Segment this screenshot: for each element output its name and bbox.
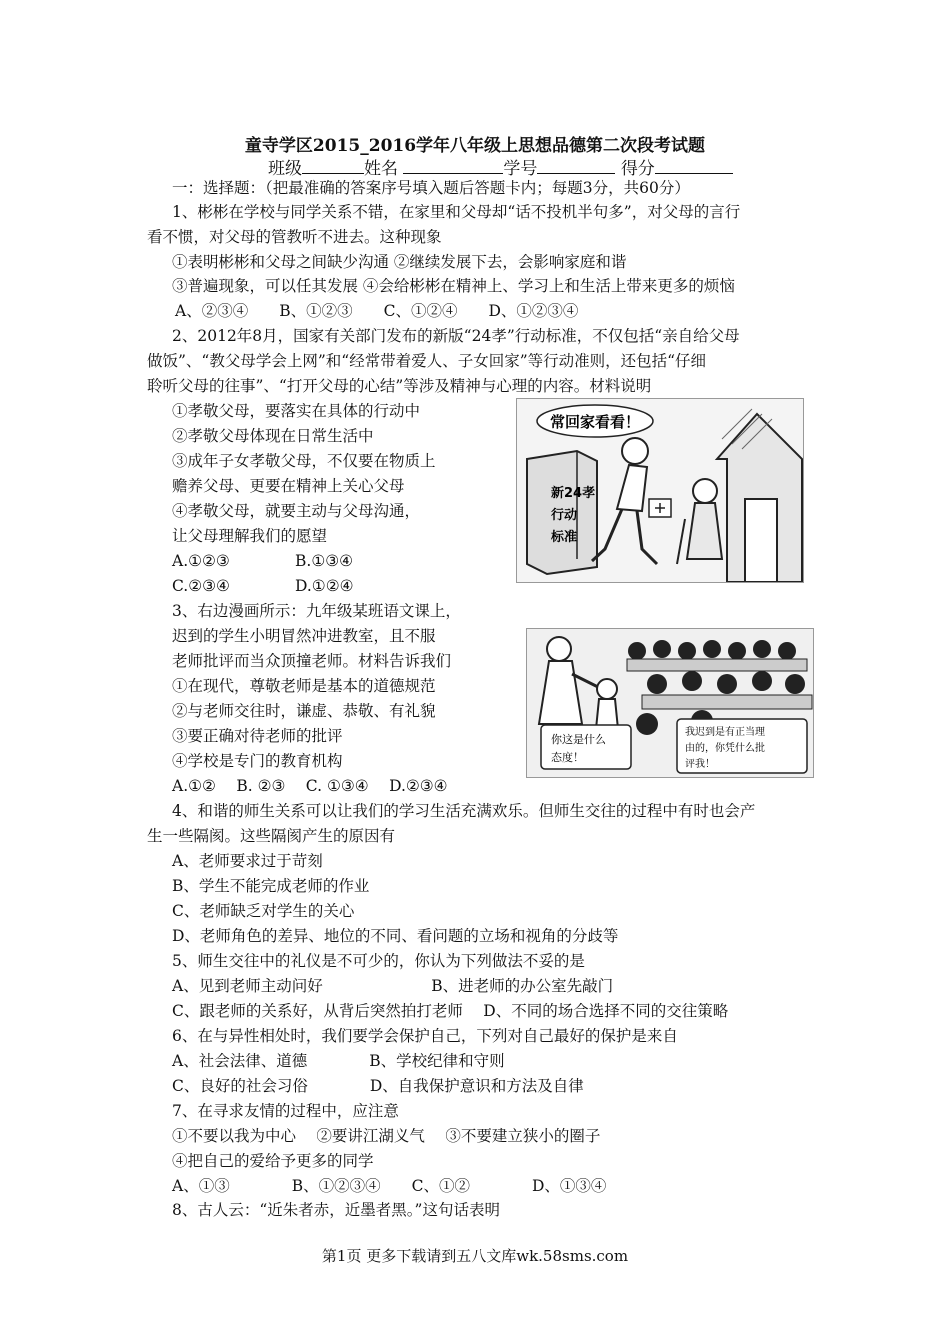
- q3-option-1: ①在现代，尊敬老师是基本的道德规范: [172, 677, 436, 695]
- q2-option-4b: 让父母理解我们的愿望: [172, 527, 328, 545]
- q4-option-d: D、老师角色的差异、地位的不同、看问题的立场和视角的分歧等: [172, 927, 619, 945]
- q2-option-2: ②孝敬父母体现在日常生活中: [172, 427, 374, 445]
- q2-option-3b: 赡养父母、更要在精神上关心父母: [172, 477, 405, 495]
- q6-stem: 6、在与异性相处时，我们要学会保护自己，下列对自己最好的保护是来自: [172, 1027, 678, 1045]
- q5-options-ab: A、见到老师主动问好 B、进老师的办公室先敲门: [172, 977, 614, 995]
- q4-stem-line2: 生一些隔阂。这些隔阂产生的原因有: [147, 827, 396, 845]
- q2-answer-c: C.②③④: [172, 577, 230, 595]
- q3-stem-line3: 老师批评而当众顶撞老师。材料告诉我们: [172, 652, 452, 670]
- q6-options-cd: C、良好的社会习俗 D、自我保护意识和方法及自律: [172, 1077, 584, 1095]
- q4-option-b: B、学生不能完成老师的作业: [172, 877, 370, 895]
- id-label: 学号: [503, 159, 538, 179]
- cartoon-teacher-line2: 态度！: [551, 751, 584, 764]
- q5-options-cd: C、跟老师的关系好，从背后突然拍打老师 D、不同的场合选择不同的交往策略: [172, 1002, 729, 1020]
- q7-answers: A、①③ B、①②③④ C、①② D、①③④: [172, 1177, 607, 1195]
- q3-stem-line1: 3、右边漫画所示：九年级某班语文课上，: [172, 602, 461, 620]
- filial-piety-cartoon: [516, 398, 804, 583]
- cartoon-book-line1: 新24孝: [551, 486, 596, 501]
- q2-answer-a: A.①②③: [172, 552, 230, 570]
- id-blank: [537, 157, 615, 174]
- q2-option-3a: ③成年子女孝敬父母，不仅要在物质上: [172, 452, 436, 470]
- q4-stem-line1: 4、和谐的师生关系可以让我们的学习生活充满欢乐。但师生交往的过程中有时也会产: [172, 802, 756, 820]
- classroom-cartoon: [526, 628, 814, 778]
- cartoon-student-line1: 我迟到是有正当理: [685, 727, 765, 738]
- exam-title: 童寺学区2015_2016学年八年级上思想品德第二次段考试题: [244, 136, 706, 156]
- q1-options-line1: ①表明彬彬和父母之间缺少沟通 ②继续发展下去，会影响家庭和谐: [172, 253, 627, 271]
- q2-answer-b: B.①③④: [295, 552, 354, 570]
- name-label: 姓名: [364, 159, 398, 179]
- q2-option-1: ①孝敬父母，要落实在具体的行动中: [172, 402, 421, 420]
- cartoon-student-line3: 评我！: [685, 759, 715, 770]
- student-info-line: [268, 154, 733, 179]
- q3-answers: A.①② B. ②③ C. ①③④ D.②③④: [172, 777, 448, 795]
- q1-answers: A、②③④ B、①②③ C、①②④ D、①②③④: [175, 302, 579, 320]
- q4-option-c: C、老师缺乏对学生的关心: [172, 902, 355, 920]
- class-label: 班级: [268, 159, 302, 179]
- q6-options-ab: A、社会法律、道德 B、学校纪律和守则: [172, 1052, 505, 1070]
- q2-answer-d: D.①②④: [295, 577, 354, 595]
- q1-options-line2: ③普遍现象，可以任其发展 ④会给彬彬在精神上、学习上和生活上带来更多的烦恼: [172, 277, 735, 295]
- q8-stem: 8、古人云：“近朱者赤，近墨者黑。”这句话表明: [172, 1201, 500, 1219]
- class-blank: [302, 157, 364, 174]
- q2-stem-line3: 聆听父母的往事”、“打开父母的心结”等涉及精神与心理的内容。材料说明: [147, 377, 652, 395]
- q1-stem-line1: 1、彬彬在学校与同学关系不错，在家里和父母却“话不投机半句多”，对父母的言行: [172, 203, 741, 221]
- q3-option-2: ②与老师交往时，谦虚、恭敬、有礼貌: [172, 702, 436, 720]
- q7-options-line2: ④把自己的爱给予更多的同学: [172, 1152, 374, 1170]
- cartoon-student-line2: 由的，你凭什么批: [685, 743, 765, 754]
- q2-stem-line2: 做饭”、“教父母学会上网”和“经常带着爱人、子女回家”等行动准则，还包括“仔细: [147, 352, 707, 370]
- q2-option-4a: ④孝敬父母，就要主动与父母沟通，: [172, 502, 421, 520]
- q2-stem-line1: 2、2012年8月，国家有关部门发布的新版“24孝”行动标准，不仅包括“亲自给父母: [172, 327, 740, 345]
- q1-stem-line2: 看不惯，对父母的管教听不进去。这种现象: [147, 228, 442, 246]
- q3-option-3: ③要正确对待老师的批评: [172, 727, 343, 745]
- q3-stem-line2: 迟到的学生小明冒然冲进教室，且不服: [172, 627, 436, 645]
- q4-option-a: A、老师要求过于苛刻: [172, 852, 323, 870]
- page-footer: 第1页 更多下载请到五八文库wk.58sms.com: [321, 1247, 629, 1265]
- section-heading: 一：选择题：（把最准确的答案序号填入题后答题卡内；每题3分，共60分）: [172, 179, 690, 197]
- cartoon-book-line2: 行动: [551, 508, 578, 523]
- q3-option-4: ④学校是专门的教育机构: [172, 752, 343, 770]
- q5-stem: 5、师生交往中的礼仪是不可少的，你认为下列做法不妥的是: [172, 952, 585, 970]
- score-label: 得分: [620, 159, 655, 179]
- q7-stem: 7、在寻求友情的过程中，应注意: [172, 1102, 399, 1120]
- cartoon-book-line3: 标准: [551, 530, 578, 545]
- score-blank: [655, 157, 733, 174]
- cartoon-bubble-text: 常回家看看！: [549, 413, 641, 431]
- cartoon-teacher-line1: 你这是什么: [551, 733, 606, 746]
- q7-options-line1: ①不要以我为中心 ②要讲江湖义气 ③不要建立狭小的圈子: [172, 1127, 601, 1145]
- name-blank: [403, 157, 503, 174]
